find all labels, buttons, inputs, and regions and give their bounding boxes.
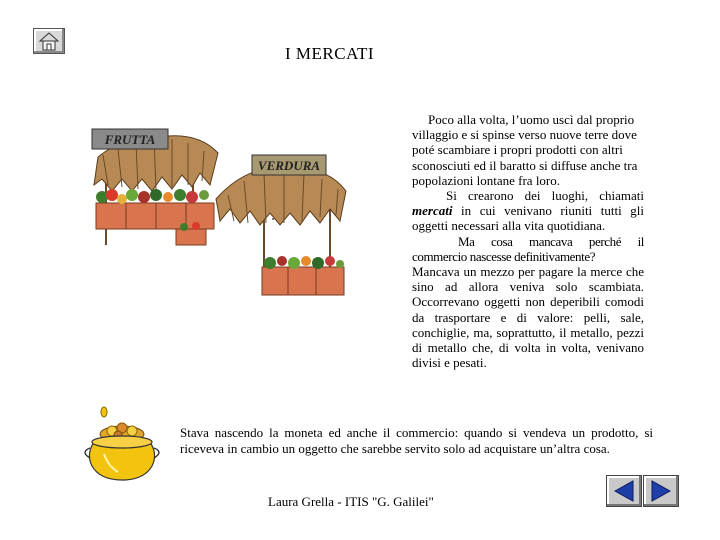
page-title: I MERCATI (285, 44, 375, 63)
previous-button[interactable] (606, 475, 642, 507)
main-text (412, 112, 644, 370)
footer-credit: Laura Grella - ITIS "G. Galilei" (268, 494, 434, 509)
paragraph-2 (412, 188, 644, 234)
coin-pot-illustration (78, 402, 170, 486)
market-stalls-illustration (88, 125, 348, 310)
paragraph-3-question: Ma cosa mancava perché il commercio nascesse definitivamente? (412, 233, 644, 264)
vegetable-stall (216, 155, 346, 295)
paragraph-3-body: Mancava un mezzo per pagare la merce che sino ad allora veniva solo scambiata. Occorrevano oggetti non deperibili comodi da trasportare e di valore: pelli, sale, conchiglie, ma, soprattutto, il metallo, pezzi di metallo che, di volta in volta, venivano divisi e pesati. (412, 264, 644, 371)
fruit-sign-label: FRUTTA (104, 132, 156, 147)
paragraph-2-start: Si crearono dei luoghi, chiamati (446, 188, 644, 204)
previous-icon (607, 476, 641, 506)
fruit-stall (92, 129, 218, 245)
keyword-mercati: mercati (412, 203, 453, 219)
next-button[interactable] (643, 475, 679, 507)
vegetable-sign-label: VERDURA (257, 158, 321, 173)
paragraph-2-end: in cui venivano riuniti tutti gli oggetti necessari alla vita quotidiana. (412, 203, 644, 234)
home-icon (34, 29, 64, 53)
home-button[interactable] (33, 28, 65, 54)
bottom-text: Stava nascendo la moneta ed anche il commercio: quando si vendeva un prodotto, si riceveva in cambio un oggetto che sarebbe servito solo ad acquistare un’altra cosa. (180, 425, 653, 456)
paragraph-1: Poco alla volta, l’uomo uscì dal proprio villaggio e si spinse verso nuove terre dove poté scambiare i propri prodotti con altri sconosciuti ed il baratto si diffuse anche tra popolazioni lontane fra loro. (412, 112, 638, 188)
next-icon (644, 476, 678, 506)
